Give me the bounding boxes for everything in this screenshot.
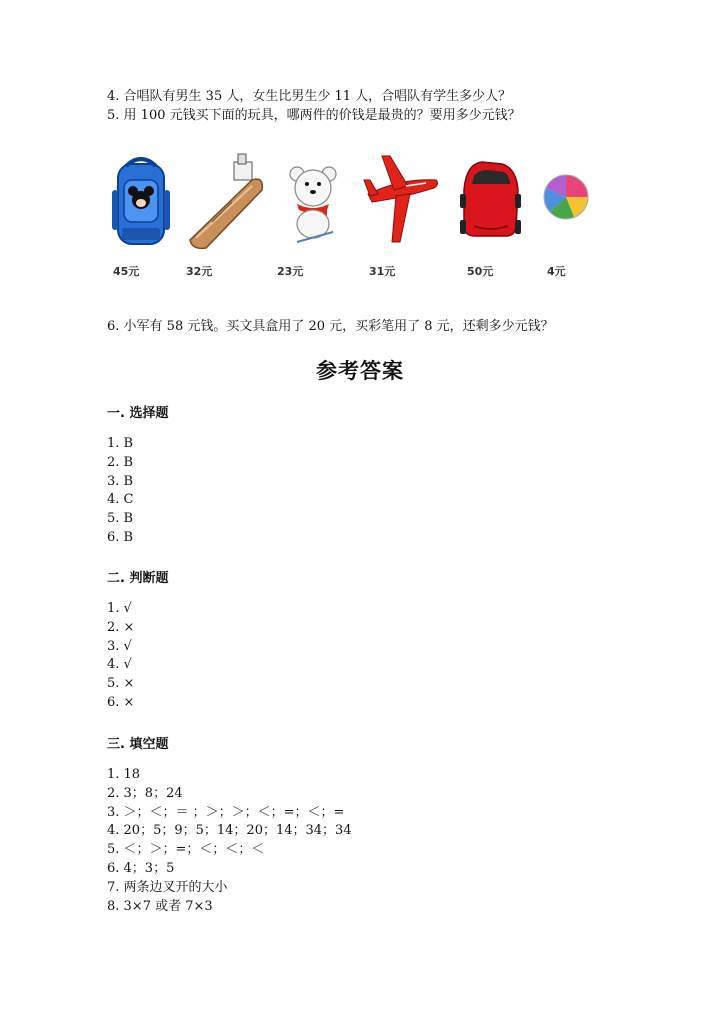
price-polar-bear: 23元 — [277, 265, 304, 278]
backpack-icon — [108, 150, 173, 250]
list-item: 4. 20；5；9；5；14；20；14；34；34 — [107, 823, 352, 839]
toy-row — [100, 150, 620, 285]
list-item: 6. × — [107, 694, 135, 710]
price-backpack: 45元 — [113, 265, 140, 278]
question-5: 5. 用 100 元钱买下面的玩具，哪两件的价钱是最贵的？要用多少元钱？ — [107, 108, 521, 123]
list-item: 2. 3；8；24 — [107, 785, 183, 801]
list-item: 3. B — [107, 473, 134, 489]
price-beach-ball: 4元 — [547, 265, 566, 278]
choice-answers — [107, 435, 133, 548]
polar-bear-icon — [283, 150, 343, 250]
list-item: 8. 3×7 或者 7×3 — [107, 898, 213, 914]
answer-title: 参考答案 — [316, 358, 404, 383]
price-airplane: 31元 — [369, 265, 396, 278]
price-car: 50元 — [467, 265, 494, 278]
question-6: 6. 小军有 58 元钱。买文具盒用了 20 元，买彩笔用了 8 元，还剩多少元钱？ — [107, 319, 554, 334]
question-4: 4. 合唱队有男生 35 人，女生比男生少 11 人，合唱队有学生多少人？ — [107, 89, 512, 104]
list-item: 2. B — [107, 454, 134, 470]
ship-icon — [182, 150, 267, 250]
judge-answers — [107, 600, 134, 713]
list-item: 5. × — [107, 676, 135, 692]
list-item: 4. √ — [107, 657, 132, 673]
beach-ball-icon — [540, 150, 595, 250]
price-ship: 32元 — [186, 265, 213, 278]
car-icon — [458, 150, 523, 250]
list-item: 2. × — [107, 619, 135, 635]
section-title-fill: 三. 填空题 — [107, 737, 169, 752]
list-item: 3. √ — [107, 638, 132, 654]
list-item: 3. ＞；＜；＝ ；＞；＞；＜；=；＜；= — [107, 804, 345, 820]
fill-answers — [107, 766, 352, 916]
list-item: 5. B — [107, 511, 134, 527]
section-title-choice: 一. 选择题 — [107, 406, 169, 421]
list-item: 7. 两条边叉开的大小 — [107, 879, 228, 895]
list-item: 6. 4；3；5 — [107, 860, 175, 876]
list-item: 6. B — [107, 529, 134, 545]
list-item: 1. B — [107, 436, 134, 451]
list-item: 5. ＜；＞；=；＜；＜；＜ — [107, 842, 265, 858]
list-item: 1. √ — [107, 601, 132, 616]
list-item: 4. C — [107, 492, 134, 508]
list-item: 1. 18 — [107, 767, 141, 782]
section-title-judge: 二. 判断题 — [107, 571, 169, 586]
airplane-icon — [362, 150, 440, 250]
